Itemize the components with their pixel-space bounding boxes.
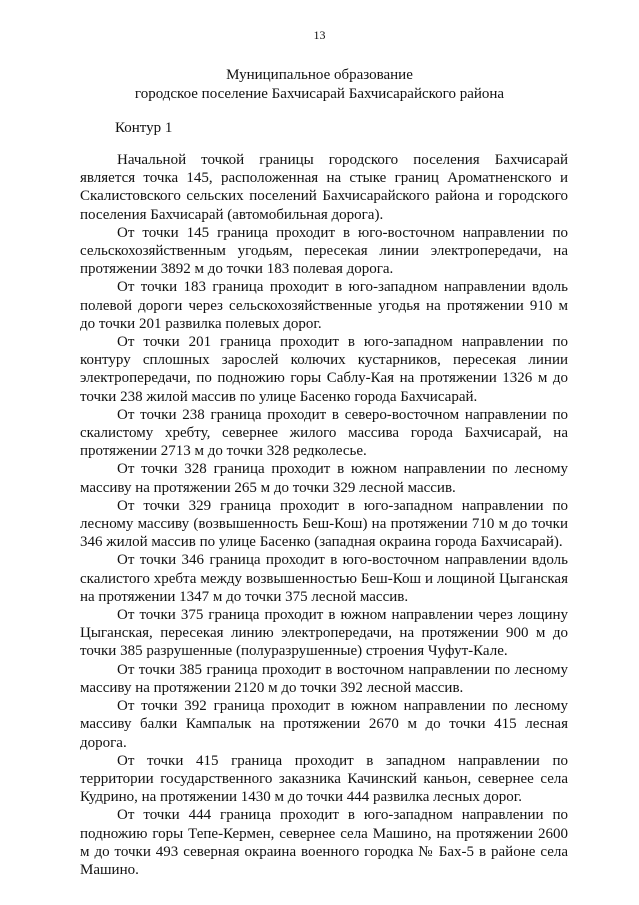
paragraph: От точки 375 граница проходит в южном направлении через лощину Цыганская, пересекая линию электропередачи, на протяжении 900 м до точки 385 разрушенные (полуразрушенные) строения Чуфут-Кале. [80,607,568,660]
paragraph: От точки 444 граница проходит в юго-западном направлении по подножию горы Тепе-Кермен, севернее села Машино, на протяжении 2600 м до точки 493 северная окраина военного городка № Бах-5 в районе села Машино. [80,807,568,878]
paragraph: От точки 346 граница проходит в юго-восточном направлении вдоль скалистого хребта между возвышенностью Беш-Кош и лощиной Цыганская на протяжении 1347 м до точки 375 лесной массив. [80,552,568,605]
document-body [80,151,568,879]
paragraph: Начальной точкой границы городского поселения Бахчисарай является точка 145, расположенная на стыке границ Ароматненского и Скалистовского сельских поселений Бахчисарайского района и городского поселения Бахчисарай (автомобильная дорога). [80,152,568,223]
page-number: 13 [313,28,326,42]
heading-line-2: городское поселение Бахчисарай Бахчисарайского района [134,86,505,102]
heading-line-1: Муниципальное образование [226,67,413,83]
section-title: Контур 1 [115,120,173,136]
paragraph: От точки 385 граница проходит в восточном направлении по лесному массиву на протяжении 2120 м до точки 392 лесной массив. [80,661,568,696]
paragraph: От точки 415 граница проходит в западном направлении по территории государственного заказника Качинский каньон, севернее села Кудрино, на протяжении 1430 м до точки 444 развилка лесных дорог. [80,752,568,806]
paragraph: От точки 201 граница проходит в юго-западном направлении по контуру сплошных зарослей колючих кустарников, пересекая линии электропередачи, по подножию горы Саблу-Кая на протяжении 1326 м до точки 238 жилой массив по улице Басенко города Бахчисарай. [80,334,568,405]
paragraph: От точки 392 граница проходит в южном направлении по лесному массиву балки Кампалык на протяжении 2670 м до точки 415 лесная дорога. [80,698,568,751]
paragraph: От точки 328 граница проходит в южном направлении по лесному массиву на протяжении 265 м до точки 329 лесной массив. [80,461,568,496]
paragraph: От точки 145 граница проходит в юго-восточном направлении по сельскохозяйственным угодьям, пересекая линии электропередачи, на протяжении 3892 м до точки 183 полевая дорога. [80,224,568,278]
paragraph: От точки 183 граница проходит в юго-западном направлении вдоль полевой дороги через сельскохозяйственные угодья на протяжении 910 м до точки 201 развилка полевых дорог. [80,279,568,332]
paragraph: От точки 329 граница проходит в юго-западном направлении по лесному массиву (возвышенность Беш-Кош) на протяжении 710 м до точки 346 жилой массив по улице Басенко (западная окраина города Бахчисарай). [80,497,568,551]
document-heading [0,66,639,104]
paragraph: От точки 238 граница проходит в северо-восточном направлении по скалистому хребту, севернее жилого массива города Бахчисарай, на протяжении 2713 м до точки 328 редколесье. [80,406,568,460]
